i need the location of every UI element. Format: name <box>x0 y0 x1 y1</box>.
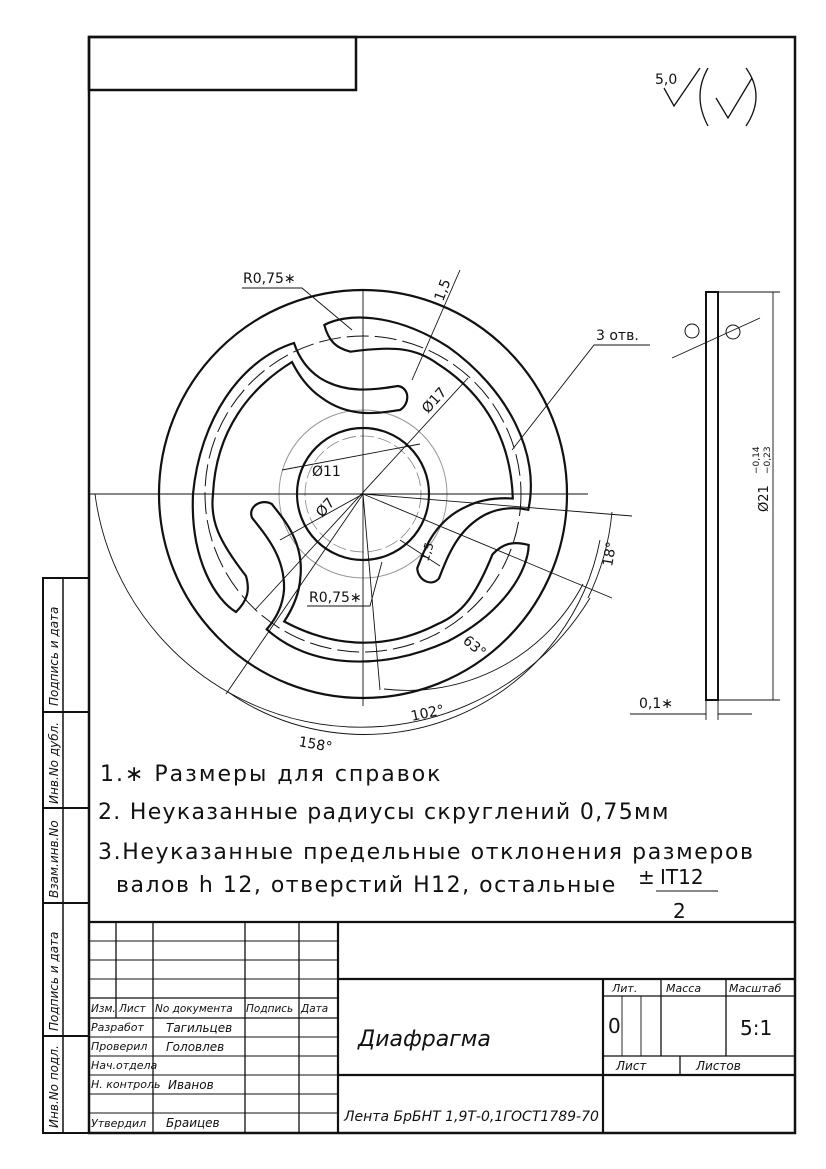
side-stamp-podpis-1: Подпись и дата <box>47 606 61 706</box>
side-stamp-inv-podl: Инв.No подл. <box>47 1045 61 1128</box>
callout-63deg: 63° <box>459 632 489 662</box>
tb-name-prover: Головлев <box>166 1040 225 1054</box>
note-3-line-2: валов h 12, отверстий H12, остальные <box>116 873 617 898</box>
tb-header-list: Лист <box>119 1003 146 1015</box>
tb-role-nkontr: Н. контроль <box>91 1078 161 1091</box>
callout-r-top: R0,75∗ <box>243 271 296 287</box>
roughness-value: 5,0 <box>655 72 678 88</box>
tb-name-razrab: Тагильцев <box>166 1021 233 1035</box>
tb-role-prover: Проверил <box>91 1040 148 1053</box>
side-stamp-vzam: Взам.инв.No <box>47 820 61 898</box>
holes-leader <box>512 345 650 450</box>
tb-header-podpis: Подпись <box>246 1003 294 1015</box>
tb-list-label: Лист <box>616 1059 647 1073</box>
callout-158deg: 158° <box>297 734 334 756</box>
tb-role-nach: Нач.отдела <box>91 1059 158 1072</box>
callout-102deg: 102° <box>409 702 446 725</box>
note-1: 1.∗ Размеры для справок <box>100 762 443 787</box>
diaphragm-front-view <box>90 270 650 734</box>
tb-title: Диафрагма <box>358 1027 491 1052</box>
note-2: 2. Неуказанные радиусы скруглений 0,75мм <box>98 800 670 825</box>
tb-lit-value: 0 <box>608 1014 621 1038</box>
callout-holes: 3 отв. <box>596 328 639 344</box>
upper-stamp-box <box>89 37 356 90</box>
dim-arc-158 <box>95 494 590 727</box>
note-3-line-1: 3.Неуказанные предельные отклонения размеров <box>98 840 755 865</box>
tb-header-izm: Изм. <box>91 1003 116 1015</box>
side-dia: Ø21 <box>757 485 772 512</box>
ray-slot <box>363 494 612 598</box>
side-thickness: 0,1∗ <box>639 696 673 712</box>
r-top-leader <box>242 288 352 330</box>
note-3-pm: ± <box>638 865 655 889</box>
callout-d17: Ø17 <box>419 384 451 417</box>
note-3-numerator: IT12 <box>660 865 704 889</box>
tb-listov-label: Листов <box>696 1059 741 1073</box>
tb-massa-label: Масса <box>666 982 702 995</box>
callout-18deg: 18° <box>600 540 621 568</box>
tb-role-razrab: Разработ <box>91 1021 144 1034</box>
hole-mark-right <box>726 325 740 339</box>
side-tol-lower: −0,23 <box>763 446 773 474</box>
tb-material: Лента БрБНТ 1,9Т-0,1ГОСТ1789-70 <box>344 1109 599 1125</box>
tb-header-data: Дата <box>301 1003 329 1015</box>
dim-arc-63 <box>384 584 583 690</box>
callout-d11: Ø11 <box>312 464 341 480</box>
hole-mark-left <box>685 324 699 338</box>
sheet-frame <box>89 37 795 1133</box>
tb-header-doc: No документа <box>155 1003 233 1015</box>
side-stamp-podpis-2: Подпись и дата <box>47 931 61 1031</box>
note-3-denominator: 2 <box>673 899 686 923</box>
roughness-symbol <box>664 68 756 126</box>
side-stamp-inv-dubl: Инв.No дубл. <box>47 721 61 804</box>
tb-masshtab-label: Масштаб <box>729 982 782 995</box>
tb-role-utverd: Утвердил <box>91 1117 147 1130</box>
tb-name-utverd: Браицев <box>166 1116 220 1130</box>
tb-lit-label: Лит. <box>612 982 638 995</box>
tb-name-nkontr: Иванов <box>168 1078 214 1092</box>
tb-scale: 5:1 <box>740 1016 773 1040</box>
d11-line <box>282 444 420 470</box>
callout-small: 1,5 <box>417 540 437 563</box>
callout-d7: Ø7 <box>313 495 339 521</box>
side-tol-upper: −0,14 <box>752 446 762 474</box>
dim-arc-102 <box>228 540 600 734</box>
callout-thickness: 1,5 <box>431 276 455 304</box>
callout-r-bottom: R0,75∗ <box>309 590 362 606</box>
ray-18deg <box>363 494 632 516</box>
